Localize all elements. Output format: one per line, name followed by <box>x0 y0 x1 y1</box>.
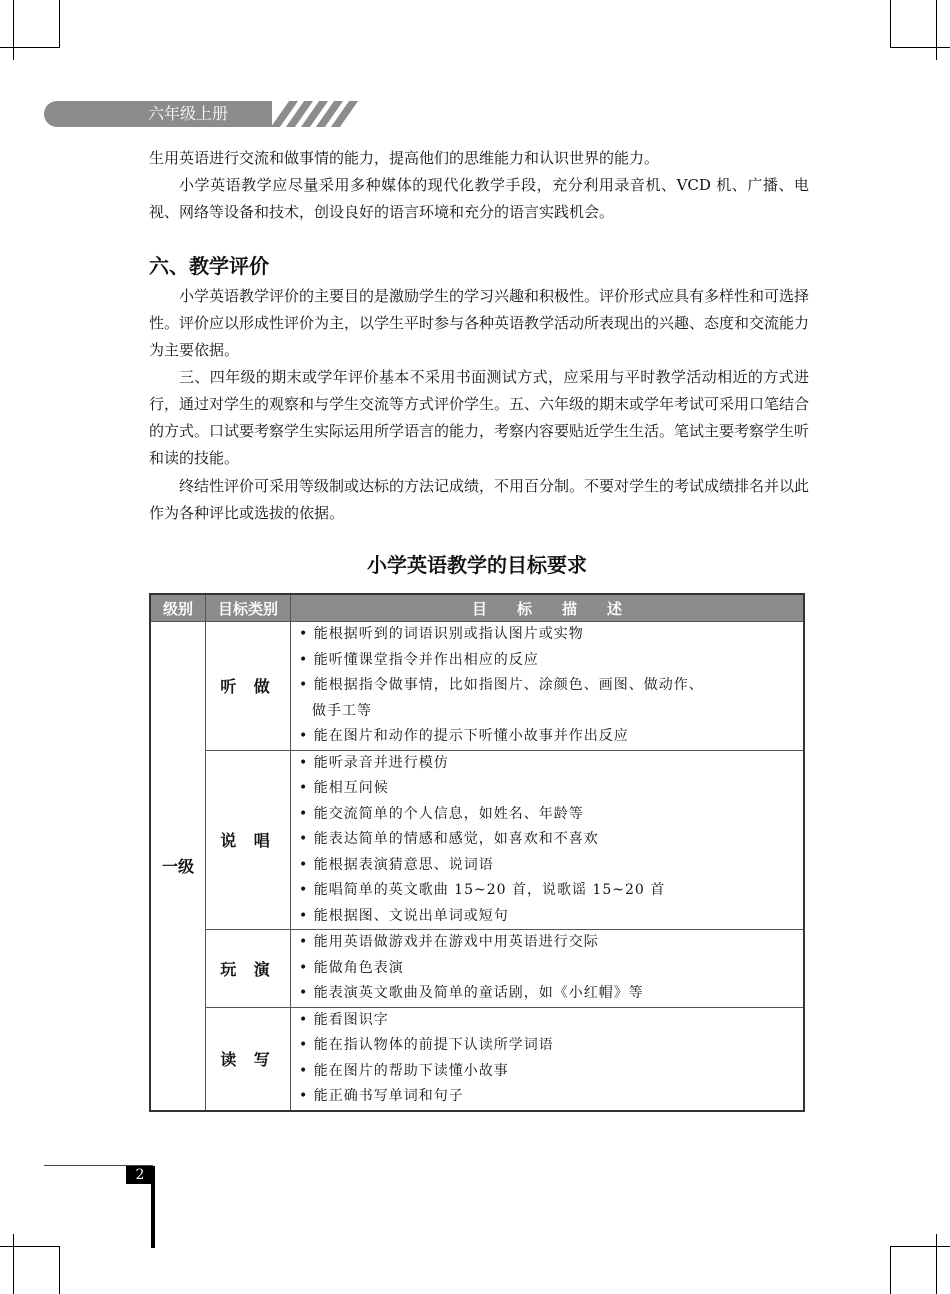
table-row <box>150 1007 804 1111</box>
crop-mark <box>13 1234 14 1294</box>
crop-mark <box>890 1246 891 1294</box>
crop-mark <box>59 1246 60 1294</box>
goal-item: • 能在指认物体的前提下认读所学词语 <box>299 1037 554 1053</box>
paragraph: 小学英语教学评价的主要目的是激励学生的学习兴趣和积极性。评价形式应具有多样性和可选择性。评价应以形成性评价为主，以学生平时参与各种英语教学活动所表现出的兴趣、态度和交流能力为主要依据。 <box>149 287 810 359</box>
section-heading: 六、教学评价 <box>149 254 269 278</box>
goal-item: • 能相互问候 <box>299 780 389 796</box>
crop-mark <box>0 47 60 48</box>
paragraph: 三、四年级的期末或学年评价基本不采用书面测试方式，应采用与平时教学活动相近的方式进行，通过对学生的观察和与学生交流等方式评价学生。五、六年级的期末或学年考试可采用口笔结合的方式。口试要考察学生实际运用所学语言的能力，考察内容要贴近学生生活。笔试主要考察学生听和读的技能。 <box>149 368 810 467</box>
description-cell <box>291 750 805 930</box>
table-row <box>150 622 804 751</box>
goal-item: • 能用英语做游戏并在游戏中用英语进行交际 <box>299 934 599 950</box>
goal-item: • 能交流简单的个人信息，如姓名、年龄等 <box>299 805 584 822</box>
table-row <box>150 750 804 930</box>
crop-mark <box>890 47 950 48</box>
table-header-row <box>150 594 804 622</box>
table-title: 小学英语教学的目标要求 <box>367 553 587 577</box>
goal-item: • 能看图识字 <box>299 1011 389 1028</box>
category-cell: 说 唱 <box>206 750 291 930</box>
goal-item: • 能表达简单的情感和感觉，如喜欢和不喜欢 <box>299 831 599 847</box>
paragraph: 终结性评价可采用等级制或达标的方法记成绩，不用百分制。不要对学生的考试成绩排名并以此作为各种评比或选拔的依据。 <box>149 477 810 522</box>
crop-mark <box>59 0 60 48</box>
goal-item: • 能在图片和动作的提示下听懂小故事并作出反应 <box>299 728 629 744</box>
paragraph: 生用英语进行交流和做事情的能力，提高他们的思维能力和认识世界的能力。 <box>149 149 660 167</box>
goal-item: • 能根据表演猜意思、说词语 <box>299 856 494 873</box>
crop-mark <box>0 1246 60 1247</box>
goal-item: • 能在图片的帮助下读懂小故事 <box>299 1062 509 1079</box>
goal-item: • 能听懂课堂指令并作出相应的反应 <box>299 651 539 668</box>
category-cell: 玩 演 <box>206 930 291 1008</box>
goal-item-continuation: 做手工等 <box>312 702 372 719</box>
goal-item: • 能唱简单的英文歌曲 15~20 首，说歌谣 15~20 首 <box>299 882 666 898</box>
goal-item: • 能表演英文歌曲及简单的童话剧，如《小红帽》等 <box>299 985 644 1001</box>
description-cell <box>291 930 805 1008</box>
page-number: 2 <box>126 1166 154 1184</box>
crop-mark <box>13 0 14 60</box>
crop-mark <box>936 0 937 60</box>
header-level: 级别 <box>150 594 206 622</box>
goal-item: • 能听录音并进行模仿 <box>299 754 449 771</box>
footer-bar <box>151 1166 155 1248</box>
goal-item-line: • 能根据指令做事情，比如指图片、涂颜色、画图、做动作、 <box>299 677 704 693</box>
description-cell <box>291 622 805 751</box>
goal-item: • 能做角色表演 <box>299 959 404 976</box>
header-description: 目 标 描 述 <box>291 594 805 622</box>
description-cell <box>291 1007 805 1111</box>
level-cell: 一级 <box>150 622 206 1111</box>
crop-mark <box>936 1234 937 1294</box>
goal-item: • 能正确书写单词和句子 <box>299 1088 464 1104</box>
crop-mark <box>890 1246 950 1247</box>
goal-item: • 能根据图、文说出单词或短句 <box>299 907 509 924</box>
crop-mark <box>890 0 891 48</box>
running-header-title: 六年级上册 <box>148 104 229 123</box>
goals-table <box>149 593 805 1112</box>
goal-item <box>299 673 797 724</box>
table-row <box>150 930 804 1008</box>
category-cell: 听 做 <box>206 622 291 751</box>
paragraph: 小学英语教学应尽量采用多种媒体的现代化教学手段，充分利用录音机、VCD 机、广播、电视、网络等设备和技术，创设良好的语言环境和充分的语言实践机会。 <box>149 176 809 221</box>
goal-item: • 能根据听到的词语识别或指认图片或实物 <box>299 626 584 642</box>
header-category: 目标类别 <box>206 594 291 622</box>
category-cell: 读 写 <box>206 1007 291 1111</box>
